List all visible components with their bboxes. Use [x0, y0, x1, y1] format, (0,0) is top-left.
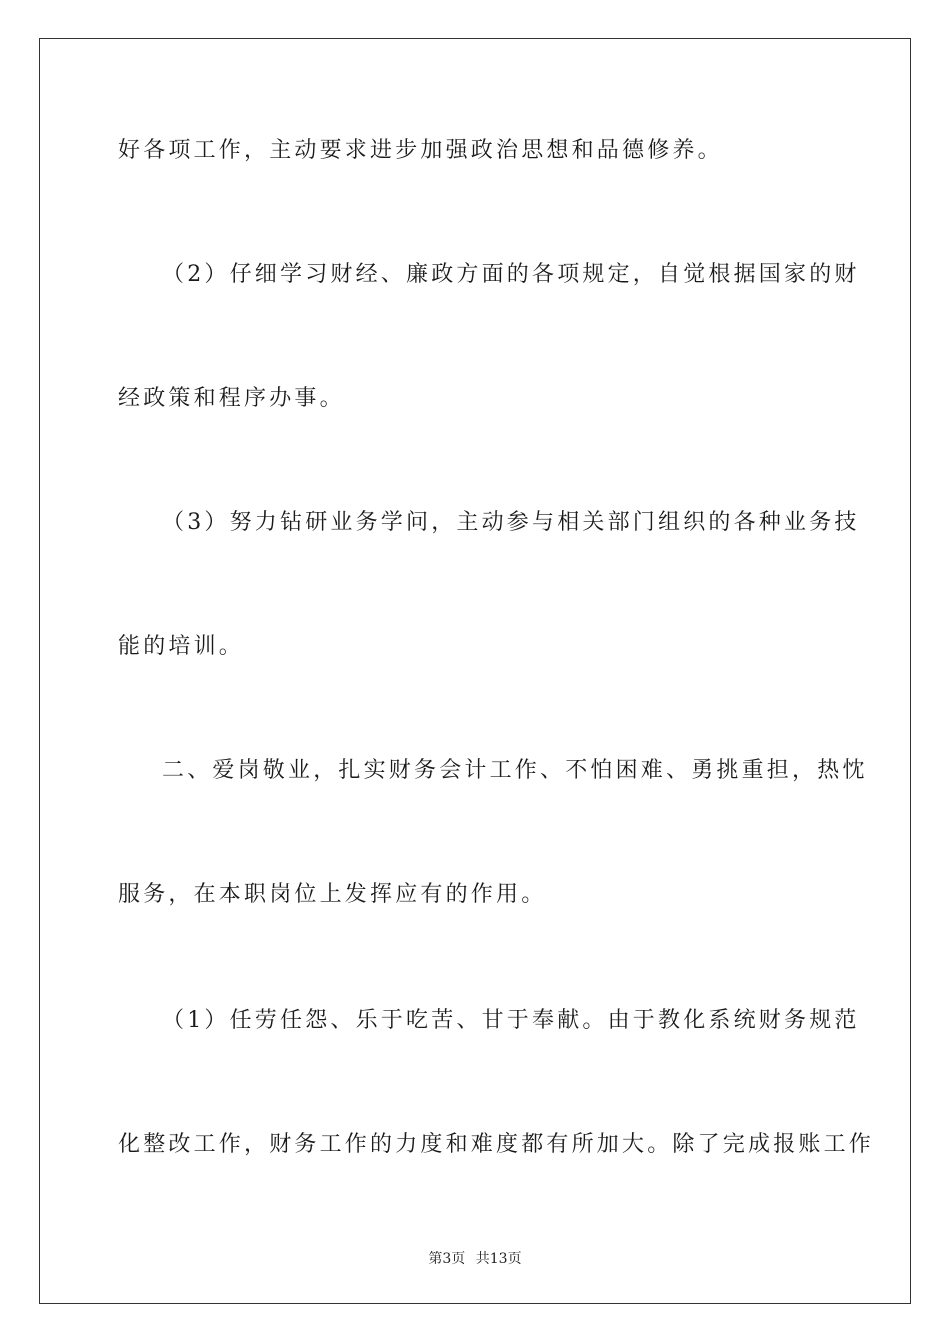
paragraph-line-4: （3）努力钻研业务学问，主动参与相关部门组织的各种业务技 [162, 510, 860, 535]
paragraph-line-1: 好各项工作，主动要求进步加强政治思想和品德修养。 [118, 138, 723, 163]
paragraph-line-6: 二、爱岗敬业，扎实财务会计工作、不怕困难、勇挑重担，热忱 [162, 758, 868, 783]
page-border [39, 38, 911, 1304]
paragraph-line-8: （1）任劳任怨、乐于吃苦、甘于奉献。由于教化系统财务规范 [162, 1008, 860, 1033]
page-total: 共13页 [475, 1251, 522, 1267]
paragraph-line-7: 服务，在本职岗位上发挥应有的作用。 [118, 882, 547, 907]
paragraph-line-3: 经政策和程序办事。 [118, 386, 345, 411]
paragraph-line-9: 化整改工作，财务工作的力度和难度都有所加大。除了完成报账工作 [118, 1132, 875, 1157]
paragraph-line-2: （2）仔细学习财经、廉政方面的各项规定，自觉根据国家的财 [162, 262, 860, 287]
page-number: 第3页 [428, 1251, 466, 1267]
page-footer [0, 1248, 950, 1268]
paragraph-line-5: 能的培训。 [118, 634, 245, 659]
